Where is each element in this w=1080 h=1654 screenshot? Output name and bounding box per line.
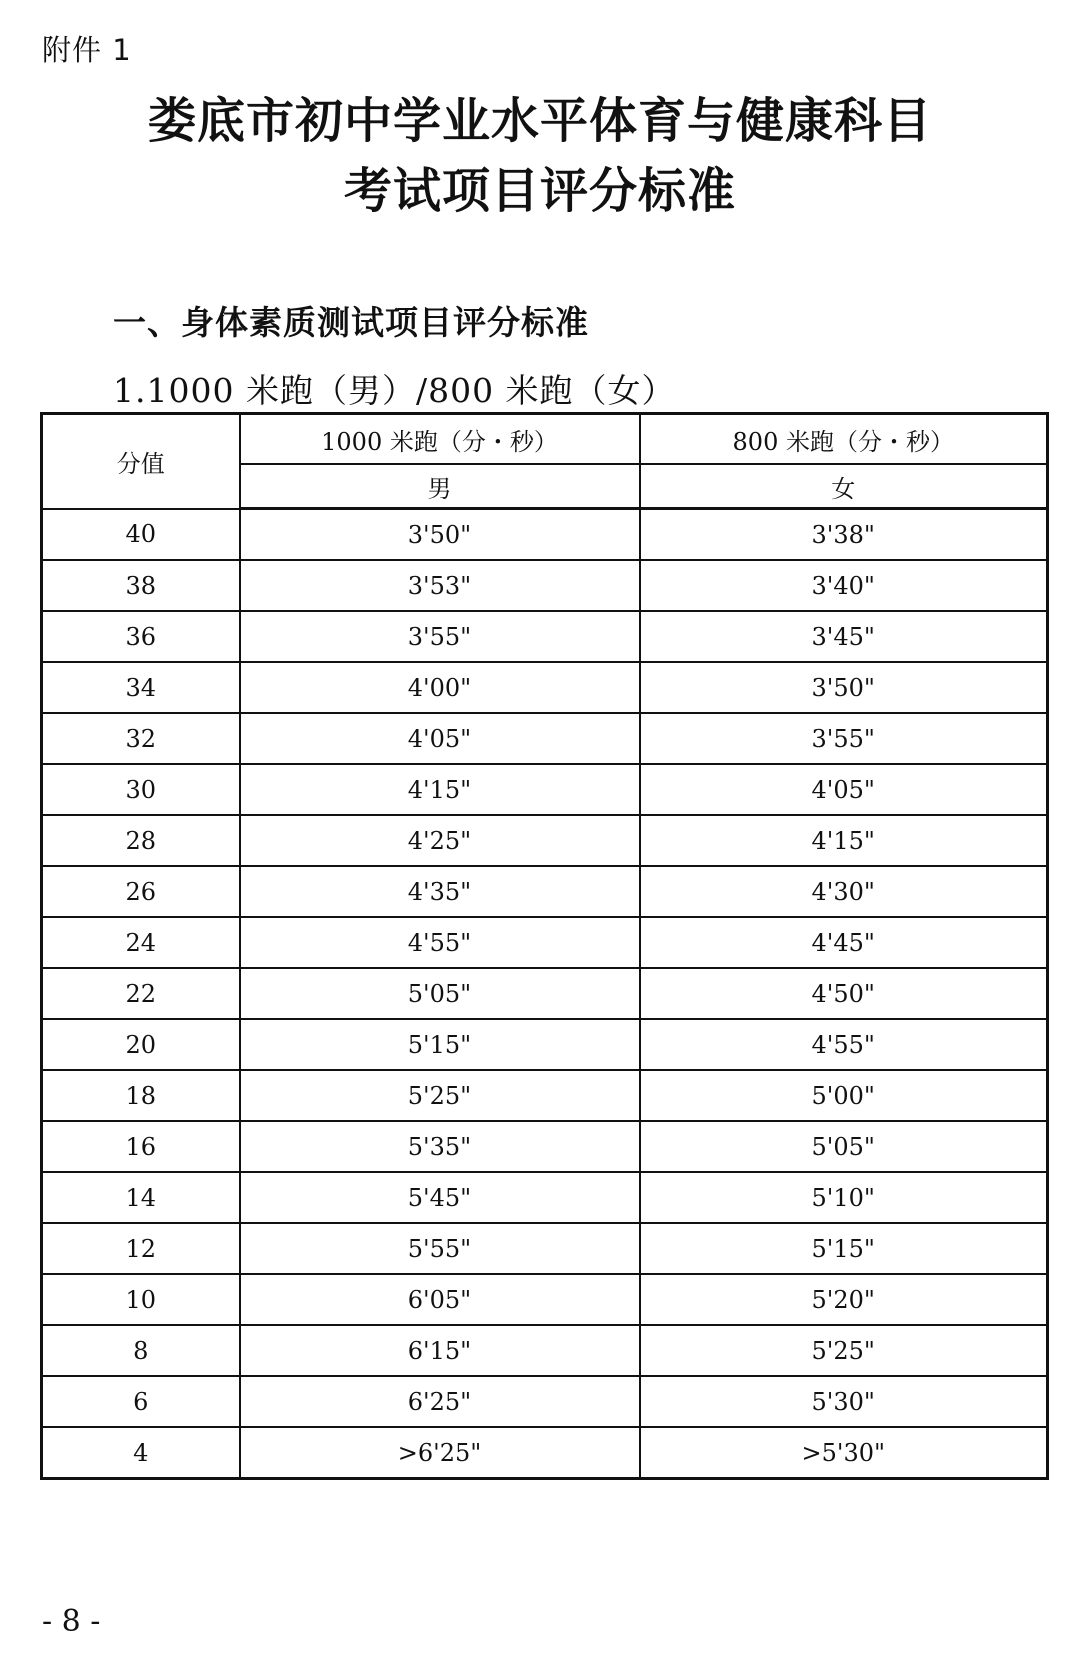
header-800m-run: 800 米跑（分・秒） (640, 414, 1048, 465)
male-time-cell: 3'50" (240, 509, 640, 561)
male-time-cell: 5'05" (240, 968, 640, 1019)
female-time-cell: 4'30" (640, 866, 1048, 917)
score-cell: 4 (42, 1427, 240, 1479)
score-cell: 6 (42, 1376, 240, 1427)
male-time-cell: 6'25" (240, 1376, 640, 1427)
male-time-cell: 5'45" (240, 1172, 640, 1223)
table-row (42, 764, 1048, 815)
female-time-cell: 3'50" (640, 662, 1048, 713)
female-time-cell: 3'55" (640, 713, 1048, 764)
female-time-cell: 4'15" (640, 815, 1048, 866)
female-time-cell: 5'30" (640, 1376, 1048, 1427)
male-time-cell: 4'55" (240, 917, 640, 968)
female-time-cell: 5'10" (640, 1172, 1048, 1223)
female-time-cell: 4'05" (640, 764, 1048, 815)
header-male: 男 (240, 464, 640, 509)
header-score: 分值 (42, 414, 240, 509)
table-row (42, 1325, 1048, 1376)
table-row (42, 611, 1048, 662)
male-time-cell: 5'15" (240, 1019, 640, 1070)
table-row (42, 662, 1048, 713)
male-time-cell: 3'53" (240, 560, 640, 611)
female-time-cell: 5'20" (640, 1274, 1048, 1325)
male-time-cell: 6'05" (240, 1274, 640, 1325)
scoring-table-body (42, 509, 1048, 1479)
score-cell: 10 (42, 1274, 240, 1325)
male-time-cell: 4'05" (240, 713, 640, 764)
table-row (42, 917, 1048, 968)
female-time-cell: 5'00" (640, 1070, 1048, 1121)
score-cell: 14 (42, 1172, 240, 1223)
table-row (42, 1121, 1048, 1172)
score-cell: 12 (42, 1223, 240, 1274)
table-row (42, 1274, 1048, 1325)
table-row (42, 968, 1048, 1019)
score-cell: 22 (42, 968, 240, 1019)
table-row (42, 1019, 1048, 1070)
table-row (42, 1376, 1048, 1427)
score-cell: 36 (42, 611, 240, 662)
male-time-cell: 4'35" (240, 866, 640, 917)
table-row (42, 509, 1048, 561)
document-title-line-2: 考试项目评分标准 (343, 163, 736, 219)
male-time-cell: 3'55" (240, 611, 640, 662)
score-cell: 18 (42, 1070, 240, 1121)
score-cell: 16 (42, 1121, 240, 1172)
female-time-cell: 4'50" (640, 968, 1048, 1019)
male-time-cell: 5'55" (240, 1223, 640, 1274)
table-row (42, 1070, 1048, 1121)
female-time-cell: 5'25" (640, 1325, 1048, 1376)
female-time-cell: 5'15" (640, 1223, 1048, 1274)
female-time-cell: 3'38" (640, 509, 1048, 561)
header-1000m-run: 1000 米跑（分・秒） (240, 414, 640, 465)
score-cell: 28 (42, 815, 240, 866)
female-time-cell: 3'45" (640, 611, 1048, 662)
score-cell: 20 (42, 1019, 240, 1070)
male-time-cell: 5'25" (240, 1070, 640, 1121)
table-row (42, 1223, 1048, 1274)
document-title-line-1: 娄底市初中学业水平体育与健康科目 (147, 93, 932, 149)
score-cell: 38 (42, 560, 240, 611)
male-time-cell: 6'15" (240, 1325, 640, 1376)
table-row (42, 815, 1048, 866)
score-cell: 40 (42, 509, 240, 561)
score-cell: 26 (42, 866, 240, 917)
male-time-cell: 5'35" (240, 1121, 640, 1172)
subsection-heading: 1.1000 米跑（男）/800 米跑（女） (113, 371, 676, 410)
score-cell: 24 (42, 917, 240, 968)
table-row (42, 866, 1048, 917)
male-time-cell: 4'25" (240, 815, 640, 866)
table-row (42, 1427, 1048, 1479)
score-cell: 30 (42, 764, 240, 815)
female-time-cell: 4'55" (640, 1019, 1048, 1070)
male-time-cell: >6'25" (240, 1427, 640, 1479)
female-time-cell: >5'30" (640, 1427, 1048, 1479)
female-time-cell: 3'40" (640, 560, 1048, 611)
table-row (42, 560, 1048, 611)
score-cell: 8 (42, 1325, 240, 1376)
table-row (42, 713, 1048, 764)
female-time-cell: 5'05" (640, 1121, 1048, 1172)
table-row (42, 1172, 1048, 1223)
scoring-table (40, 412, 1049, 1480)
header-female: 女 (640, 464, 1048, 509)
score-cell: 32 (42, 713, 240, 764)
score-cell: 34 (42, 662, 240, 713)
attachment-label: 附件 1 (42, 33, 132, 67)
male-time-cell: 4'00" (240, 662, 640, 713)
female-time-cell: 4'45" (640, 917, 1048, 968)
page-number: - 8 - (42, 1604, 101, 1639)
section-heading: 一、身体素质测试项目评分标准 (113, 303, 589, 342)
male-time-cell: 4'15" (240, 764, 640, 815)
